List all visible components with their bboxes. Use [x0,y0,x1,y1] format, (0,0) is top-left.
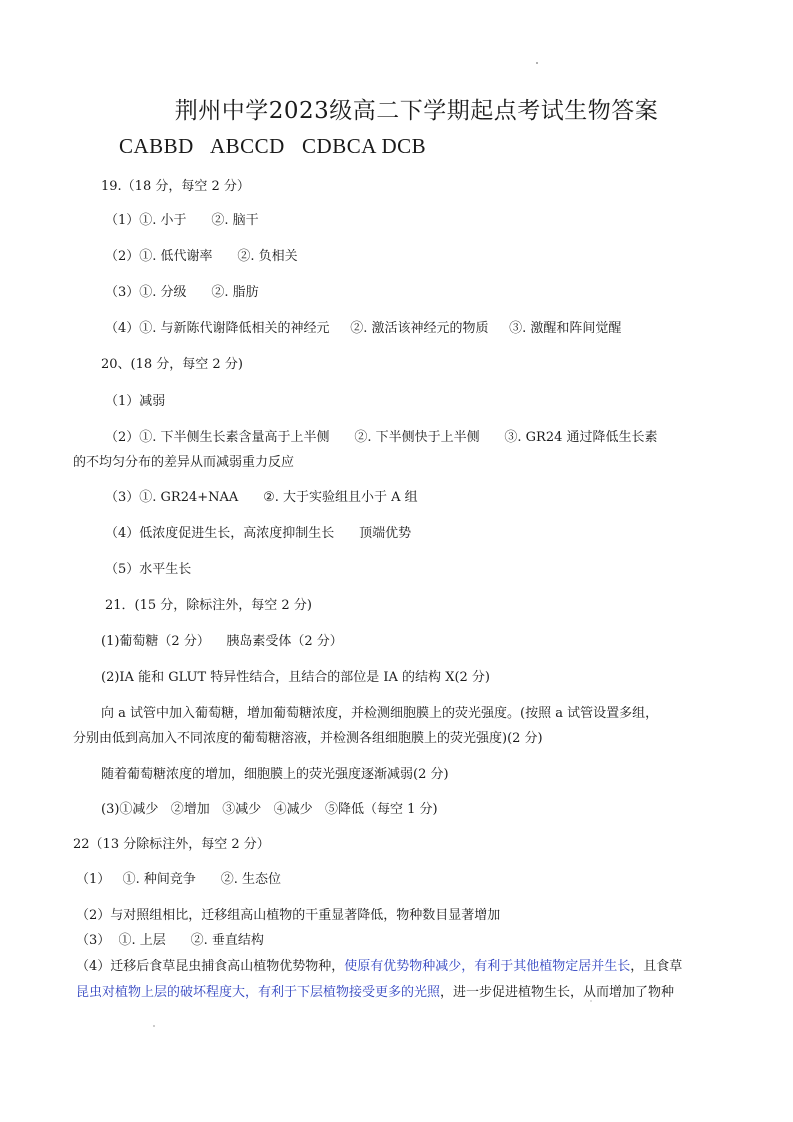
q22-line-4-part-1: （4）迁移后食草昆虫捕食高山植物优势物种， [76,959,345,974]
q19-header: 19.（18 分，每空 2 分） [101,179,250,194]
q20-line-2a: （2）①. 下半侧生长素含量高于上半侧 ②. 下半侧快于上半侧 ③. GR24 通过降低生长素 [105,430,658,445]
q22-line-2: （2）与对照组相比，迁移组高山植物的干重显著降低，物种数目显著增加 [76,908,501,923]
q21-line-4: 随着葡萄糖浓度的增加，细胞膜上的荧光强度逐渐减弱(2 分) [101,767,449,782]
q21-line-3b: 分别由低到高加入不同浓度的葡萄糖溶液，并检测各组细胞膜上的荧光强度)(2 分) [73,731,543,746]
q22-header: 22（13 分除标注外，每空 2 分） [73,837,270,852]
q21-line-5: (3)①减少 ②增加 ③减少 ④减少 ⑤降低（每空 1 分) [101,802,438,817]
scan-speck [536,62,538,64]
q20-line-3: （3）①. GR24+NAA ②. 大于实验组且小于 A 组 [105,490,418,505]
page-title: 荆州中学2023级高二下学期起点考试生物答案 [174,98,659,124]
q20-line-1: （1）减弱 [105,394,166,409]
q19-line-3: （3）①. 分级 ②. 脂肪 [105,285,259,300]
q22-line-5-part-2: ，进一步促进植物生长，从而增加了物种 [440,985,675,1000]
q21-line-2: (2)IA 能和 GLUT 特异性结合，且结合的部位是 IA 的结构 X(2 分) [101,670,490,685]
q22-line-4-part-3: ，且食草 [630,959,683,974]
q21-header: 21．(15 分，除标注外，每空 2 分) [105,598,312,613]
q22-line-5-highlight: 昆虫对植物上层的破坏程度大，有利于下层植物接受更多的光照 [76,985,441,1000]
q22-line-5 [76,984,674,1002]
scan-speck-2 [153,1025,155,1027]
choice-answers: CABBD ABCCD CDBCA DCB [119,134,427,158]
q22-line-4-highlight: 使原有优势物种减少，有利于其他植物定居并生长 [344,959,631,974]
scan-speck-3 [590,1000,592,1002]
q19-line-4: （4）①. 与新陈代谢降低相关的神经元 ②. 激活该神经元的物质 ③. 激醒和阵间觉醒 [105,321,622,336]
q20-header: 20、(18 分，每空 2 分) [101,357,243,372]
q22-line-3: （3） ①. 上层 ②. 垂直结构 [76,933,264,948]
q19-line-2: （2）①. 低代谢率 ②. 负相关 [105,249,298,264]
q21-line-3a: 向 a 试管中加入葡萄糖，增加葡萄糖浓度，并检测细胞膜上的荧光强度。(按照 a 试管设置多组， [101,706,659,721]
q22-line-4 [76,958,682,976]
q21-line-1: (1)葡萄糖（2 分） 胰岛素受体（2 分） [101,634,343,649]
q20-line-5: （5）水平生长 [105,562,192,577]
q19-line-1: （1）①. 小于 ②. 脑干 [105,213,259,228]
q20-line-4: （4）低浓度促进生长，高浓度抑制生长 顶端优势 [105,526,412,541]
q20-line-2b: 的不均匀分布的差异从而减弱重力反应 [73,455,295,470]
q22-line-1: （1） ①. 种间竞争 ②. 生态位 [76,872,281,887]
